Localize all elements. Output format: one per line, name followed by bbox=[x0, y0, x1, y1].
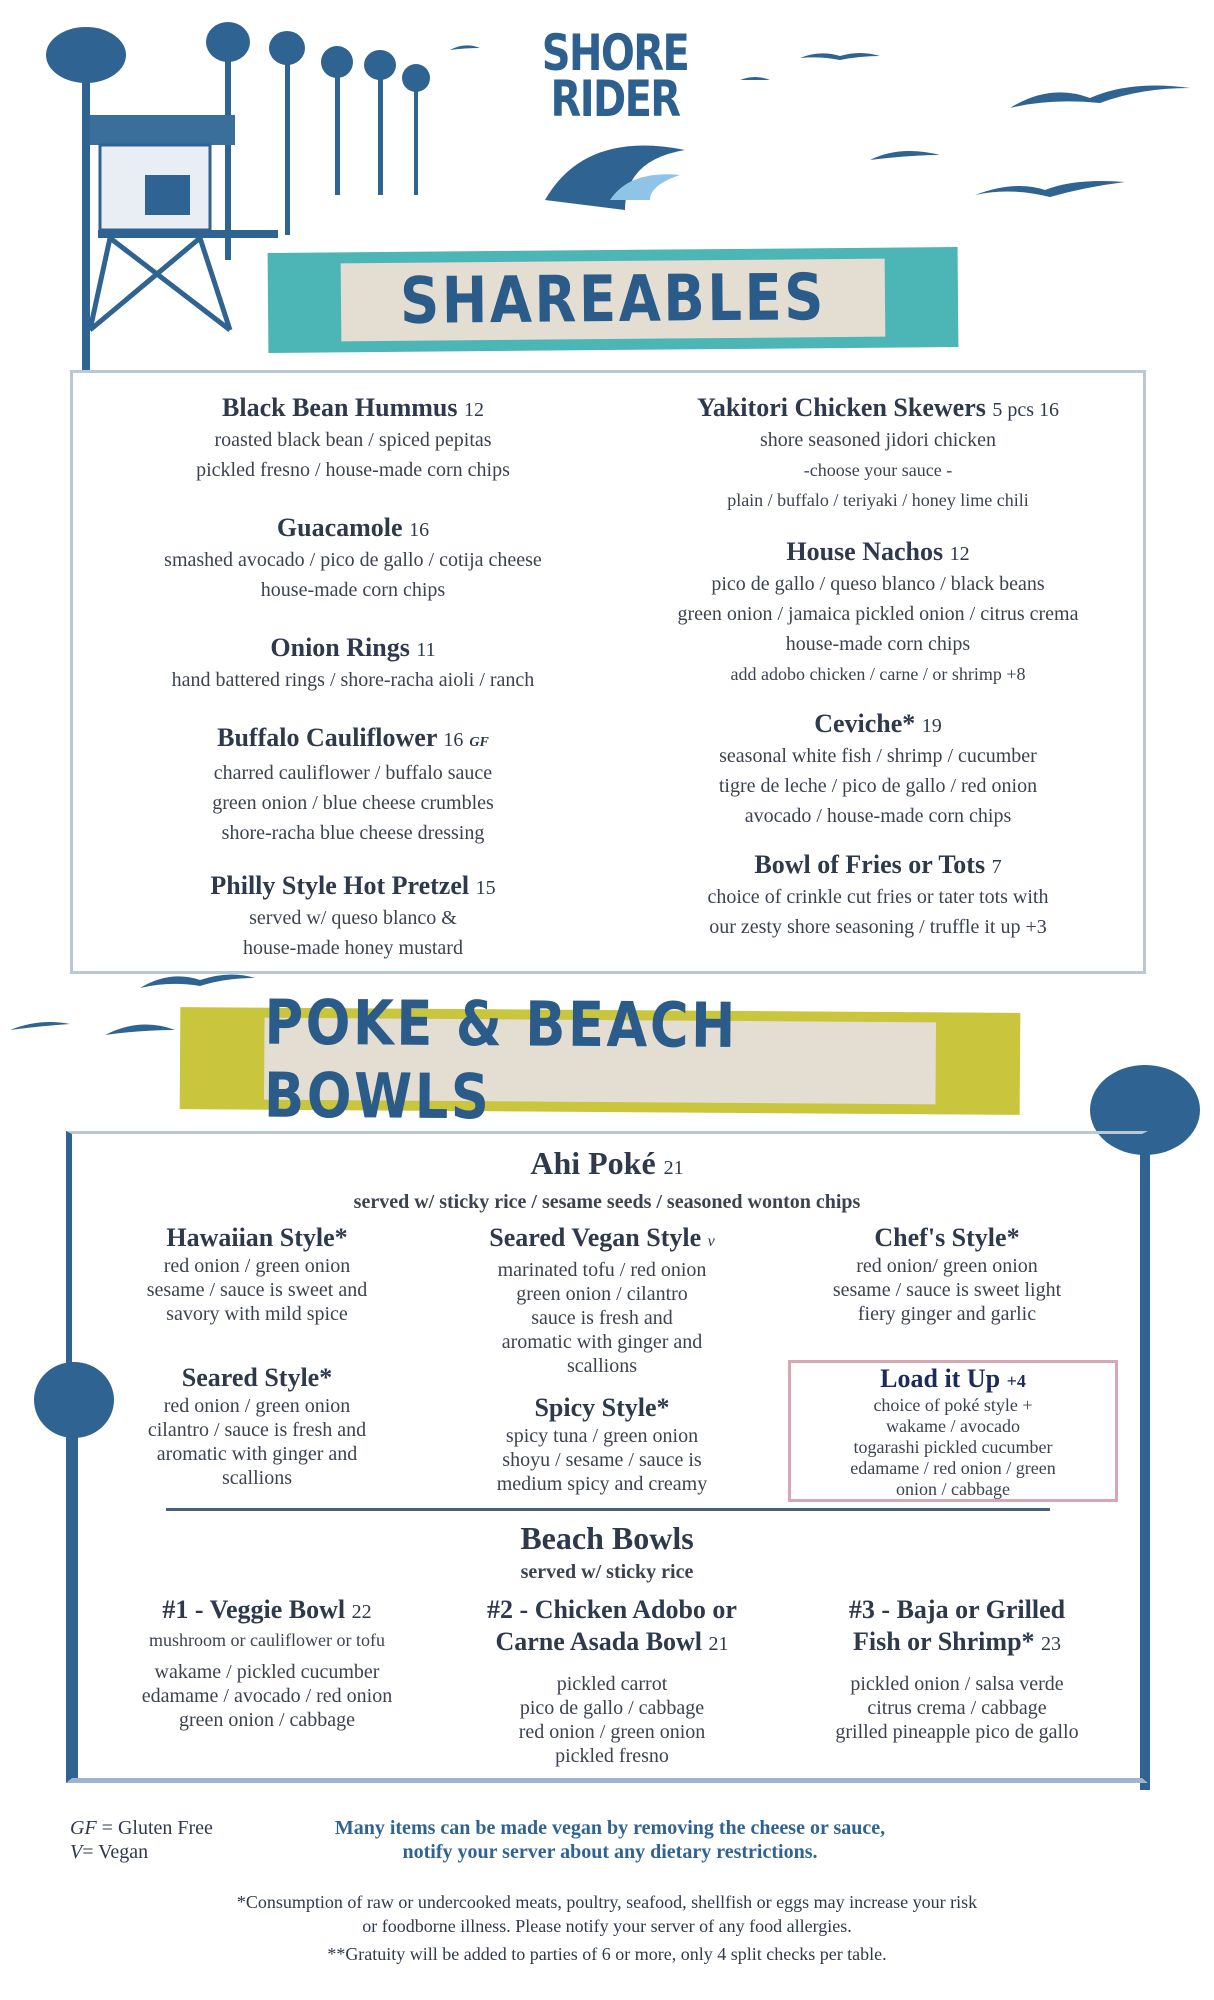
item-price: 15 bbox=[475, 877, 496, 899]
item-desc: house-made honey mustard bbox=[243, 937, 463, 959]
menu-item bbox=[73, 393, 633, 485]
style-desc: sauce is fresh and bbox=[531, 1307, 673, 1329]
bowl-name: #3 - Baja or Grilled bbox=[848, 1595, 1066, 1624]
style-desc: edamame / red onion / green bbox=[850, 1458, 1056, 1478]
shore-rider-logo bbox=[520, 24, 710, 225]
bowl-name: Fish or Shrimp* bbox=[852, 1627, 1035, 1656]
item-price: 21 bbox=[708, 1633, 729, 1655]
item-desc: house-made corn chips bbox=[260, 579, 446, 601]
bowl-desc: red onion / green onion bbox=[518, 1721, 706, 1743]
item-price: 23 bbox=[1041, 1633, 1062, 1655]
bird-icon bbox=[10, 1022, 175, 1035]
style-desc: red onion / green onion bbox=[163, 1395, 351, 1417]
menu-item bbox=[613, 393, 1143, 515]
shareables-banner bbox=[268, 247, 959, 353]
bowl-desc: pickled onion / salsa verde bbox=[850, 1673, 1064, 1695]
item-price: 16 bbox=[443, 729, 464, 751]
style-desc: onion / cabbage bbox=[896, 1479, 1010, 1499]
style-name: Spicy Style* bbox=[534, 1393, 670, 1422]
style-desc: aromatic with ginger and bbox=[156, 1443, 358, 1465]
beach-bowls-header bbox=[72, 1519, 1142, 1587]
item-price: +4 bbox=[1006, 1371, 1026, 1391]
style-desc: choice of poké style + bbox=[873, 1395, 1033, 1415]
style-desc: scallions bbox=[567, 1355, 637, 1377]
style-desc: marinated tofu / red onion bbox=[497, 1259, 707, 1281]
style-name: Seared Vegan Style bbox=[489, 1223, 702, 1252]
item-desc: seasonal white fish / shrimp / cucumber bbox=[719, 745, 1037, 767]
menu-item bbox=[613, 537, 1143, 689]
item-desc: -choose your sauce - bbox=[803, 460, 953, 480]
item-desc: served w/ queso blanco & bbox=[249, 907, 457, 929]
gf-key: GF bbox=[70, 1817, 97, 1839]
style-name: Hawaiian Style* bbox=[166, 1223, 348, 1252]
item-desc: plain / buffalo / teriyaki / honey lime chili bbox=[727, 490, 1029, 510]
load-it-up-box bbox=[788, 1360, 1118, 1502]
item-desc: smashed avocado / pico de gallo / cotija cheese bbox=[164, 549, 542, 571]
item-desc: green onion / jamaica pickled onion / citrus crema bbox=[677, 603, 1079, 625]
vegan-badge: v bbox=[707, 1233, 715, 1250]
bowl-desc: grilled pineapple pico de gallo bbox=[835, 1721, 1079, 1743]
item-desc: hand battered rings / shore-racha aioli / ranch bbox=[171, 669, 535, 691]
item-price: 12 bbox=[464, 399, 484, 421]
item-price: 19 bbox=[921, 715, 942, 737]
poke-style bbox=[92, 1362, 422, 1490]
consumption-warning: *Consumption of raw or undercooked meats, poultry, seafood, shellfish or eggs may increase your risk bbox=[236, 1892, 978, 1912]
logo-text-line2: RIDER bbox=[550, 70, 680, 128]
item-desc: choice of crinkle cut fries or tater tots with bbox=[707, 886, 1049, 908]
item-desc: add adobo chicken / carne / or shrimp +8 bbox=[730, 664, 1026, 684]
style-desc: sesame / sauce is sweet and bbox=[146, 1279, 368, 1301]
style-desc: shoyu / sesame / sauce is bbox=[502, 1449, 702, 1471]
item-desc: avocado / house-made corn chips bbox=[744, 805, 1012, 827]
item-desc: our zesty shore seasoning / truffle it up +3 bbox=[709, 916, 1047, 938]
item-desc: served w/ sticky rice / sesame seeds / seasoned wonton chips bbox=[353, 1191, 861, 1213]
gratuity-note: **Gratuity will be added to parties of 6 or more, only 4 split checks per table. bbox=[327, 1944, 887, 1964]
item-name: Bowl of Fries or Tots bbox=[754, 850, 986, 879]
style-desc: green onion / cilantro bbox=[516, 1283, 688, 1305]
bowl-desc: pico de gallo / cabbage bbox=[519, 1697, 705, 1719]
style-desc: red onion/ green onion bbox=[856, 1255, 1038, 1277]
gf-label: = Gluten Free bbox=[96, 1817, 213, 1839]
poke-banner bbox=[180, 985, 1021, 1134]
style-name: Load it Up bbox=[880, 1364, 1001, 1393]
section-divider bbox=[166, 1508, 1050, 1511]
shareables-heading: SHAREABLES bbox=[341, 259, 886, 342]
lifeguard-tower-icon bbox=[90, 115, 278, 330]
item-desc: house-made corn chips bbox=[785, 633, 971, 655]
v-key: V bbox=[70, 1841, 83, 1863]
item-desc: pickled fresno / house-made corn chips bbox=[196, 459, 510, 481]
bowl-note: mushroom or cauliflower or tofu bbox=[149, 1630, 385, 1650]
item-price: 16 bbox=[409, 519, 430, 541]
menu-item bbox=[613, 709, 1143, 831]
vegan-note-line: Many items can be made vegan by removing the cheese or sauce, bbox=[334, 1817, 886, 1839]
item-price: 21 bbox=[663, 1157, 684, 1179]
beach-bowl bbox=[92, 1594, 442, 1732]
beach-bowls-sub: served w/ sticky rice bbox=[520, 1561, 694, 1583]
disclaimer bbox=[0, 1890, 1214, 1966]
style-desc: sesame / sauce is sweet light bbox=[832, 1279, 1062, 1301]
consumption-warning: or foodborne illness. Please notify your server of any food allergies. bbox=[362, 1916, 852, 1936]
menu-item bbox=[613, 850, 1143, 942]
poke-section bbox=[66, 1131, 1148, 1783]
item-desc: pico de gallo / queso blanco / black beans bbox=[711, 573, 1045, 595]
item-price: 12 bbox=[949, 543, 970, 565]
style-desc: fiery ginger and garlic bbox=[857, 1303, 1037, 1325]
bird-icon bbox=[975, 181, 1125, 197]
item-price: 7 bbox=[991, 856, 1002, 878]
item-desc: shore-racha blue cheese dressing bbox=[221, 822, 485, 844]
bowl-name: #1 - Veggie Bowl bbox=[162, 1595, 346, 1624]
menu-item bbox=[73, 723, 633, 848]
bowl-desc: green onion / cabbage bbox=[178, 1709, 356, 1731]
poke-heading: POKE & BEACH BOWLS bbox=[264, 1018, 936, 1105]
item-price: 11 bbox=[416, 639, 436, 661]
bowl-desc: pickled carrot bbox=[556, 1673, 668, 1695]
palm-tree-icon bbox=[364, 50, 396, 195]
bowl-desc: edamame / avocado / red onion bbox=[141, 1685, 393, 1707]
item-name: Ahi Poké bbox=[530, 1145, 656, 1181]
item-desc: green onion / blue cheese crumbles bbox=[212, 792, 494, 814]
ahi-poke-header bbox=[72, 1144, 1142, 1217]
item-price: 5 pcs 16 bbox=[992, 399, 1060, 421]
bowl-desc: citrus crema / cabbage bbox=[867, 1697, 1047, 1719]
item-name: Onion Rings bbox=[270, 633, 410, 662]
style-desc: cilantro / sauce is fresh and bbox=[147, 1419, 367, 1441]
item-name: Ceviche* bbox=[814, 709, 916, 738]
logo-text-line1: SHORE bbox=[541, 24, 689, 82]
vegan-note-line: notify your server about any dietary restrictions. bbox=[402, 1841, 818, 1863]
style-desc: spicy tuna / green onion bbox=[505, 1425, 699, 1447]
poke-style bbox=[92, 1222, 422, 1326]
vegan-note bbox=[250, 1816, 970, 1864]
item-name: Yakitori Chicken Skewers bbox=[696, 393, 986, 422]
dietary-legend bbox=[70, 1816, 213, 1864]
item-name: Black Bean Hummus bbox=[222, 393, 458, 422]
item-name: Guacamole bbox=[276, 513, 403, 542]
menu-item bbox=[73, 513, 633, 605]
bird-icon bbox=[870, 151, 940, 160]
bird-icon bbox=[140, 974, 255, 988]
shareables-left-column bbox=[73, 373, 633, 973]
item-desc: shore seasoned jidori chicken bbox=[759, 429, 997, 451]
shareables-section bbox=[70, 370, 1146, 974]
beach-bowl bbox=[787, 1594, 1127, 1744]
shareables-right-column bbox=[613, 373, 1143, 973]
bowl-desc: pickled fresno bbox=[555, 1745, 669, 1767]
style-desc: savory with mild spice bbox=[166, 1303, 348, 1325]
item-price: 22 bbox=[351, 1601, 372, 1623]
bowl-name: #2 - Chicken Adobo or bbox=[487, 1595, 737, 1624]
item-name: House Nachos bbox=[786, 537, 944, 566]
bowl-name: Carne Asada Bowl bbox=[495, 1627, 703, 1656]
item-desc: roasted black bean / spiced pepitas bbox=[214, 429, 492, 451]
palm-tree-icon bbox=[321, 46, 353, 195]
style-name: Seared Style* bbox=[181, 1363, 333, 1392]
item-desc: charred cauliflower / buffalo sauce bbox=[213, 762, 493, 784]
style-name: Chef's Style* bbox=[874, 1223, 1020, 1252]
style-desc: medium spicy and creamy bbox=[496, 1473, 708, 1495]
bird-icon bbox=[1010, 86, 1190, 108]
beach-bowls-title: Beach Bowls bbox=[520, 1520, 694, 1556]
poke-style bbox=[437, 1392, 767, 1496]
beach-bowl bbox=[442, 1594, 782, 1768]
poke-style bbox=[437, 1222, 767, 1378]
style-desc: red onion / green onion bbox=[163, 1255, 351, 1277]
menu-item bbox=[73, 633, 633, 695]
gluten-free-badge: GF bbox=[469, 735, 489, 750]
poke-style bbox=[782, 1222, 1112, 1326]
palm-tree-icon bbox=[269, 31, 305, 235]
v-label: = Vegan bbox=[82, 1841, 149, 1863]
style-desc: scallions bbox=[222, 1467, 292, 1489]
item-name: Buffalo Cauliflower bbox=[217, 723, 437, 752]
bowl-desc: wakame / pickled cucumber bbox=[154, 1661, 380, 1683]
item-name: Philly Style Hot Pretzel bbox=[210, 871, 470, 900]
style-desc: wakame / avocado bbox=[886, 1416, 1020, 1436]
palm-tree-icon bbox=[402, 64, 430, 195]
style-desc: togarashi pickled cucumber bbox=[853, 1437, 1053, 1457]
item-desc: tigre de leche / pico de gallo / red onion bbox=[718, 775, 1038, 797]
style-desc: aromatic with ginger and bbox=[501, 1331, 703, 1353]
menu-item bbox=[73, 871, 633, 963]
